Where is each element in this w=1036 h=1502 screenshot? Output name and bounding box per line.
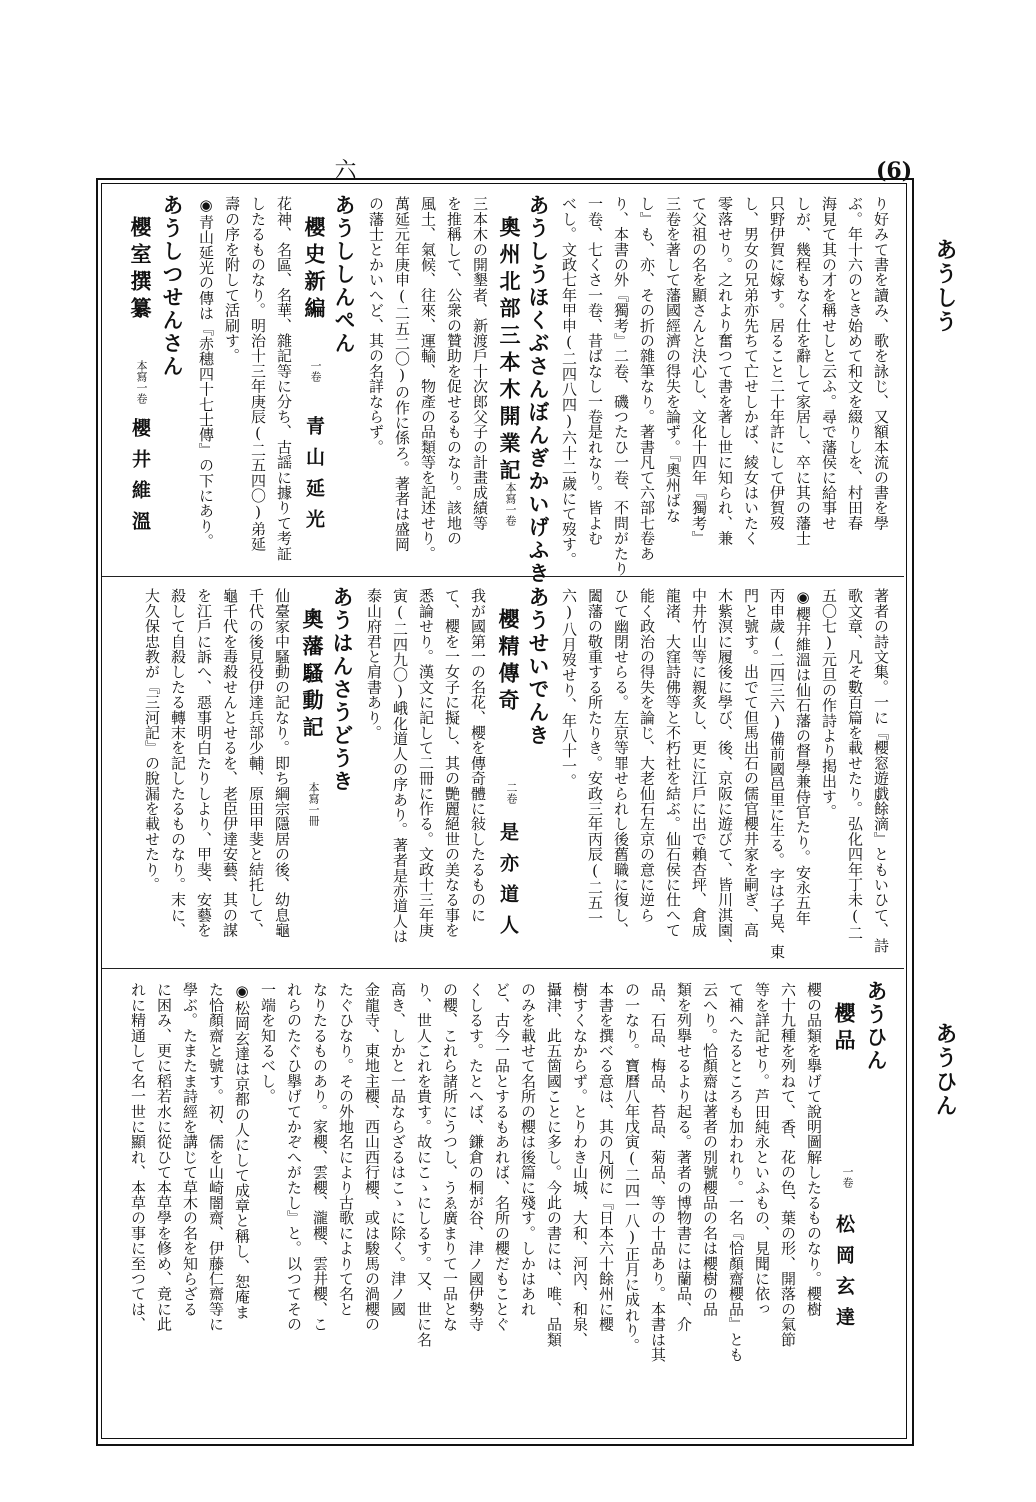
- text-line: 高き、しかと一品ならざるはこゝに除く。津ノ國: [389, 982, 407, 1317]
- text-line: り好みて書を讀み、歌を詠じ、又額本流の書を學: [872, 196, 890, 531]
- text-line: 本書を撰べる意は、其の凡例に『日本六十餘州に櫻: [597, 982, 615, 1332]
- text-line: ど、古今一品とするもあれば、名所の櫻だもことぐ: [493, 982, 511, 1332]
- text-line: 龜千代を毒殺せんとせるを、老臣伊達安藝、其の謀: [221, 588, 239, 938]
- text-line: 類を列擧せるより起る。著者の博物書には蘭品、介: [675, 982, 693, 1332]
- margin-index-top: あうしう: [932, 238, 958, 334]
- margin-index-bottom: あうひん: [932, 1022, 958, 1118]
- text-line: に困み、更に稻若水に從ひて本草學を修め、竟に此: [155, 982, 173, 1332]
- text-line: 門と號す。出でて但馬出石の儒官櫻井家を嗣ぎ、高: [742, 588, 760, 938]
- text-line: 著者の詩文集。一に『櫻窓遊戯餘滴』ともいひて、詩: [872, 588, 890, 953]
- entry-title: 奧藩騷動記: [300, 608, 325, 743]
- text-line: べし。文政七年甲申(二四八四)六十二歲にて歿す。: [560, 196, 578, 567]
- text-line: 云へり。恰顏齋は著者の別號櫻品の名は櫻樹の品: [701, 982, 719, 1317]
- band-top: [128, 190, 900, 585]
- text-line: 萬延元年庚申(二五二〇)の作に係ろ。著者は盛岡: [393, 196, 411, 552]
- entry-author: 櫻井維溫: [129, 418, 151, 542]
- entry-author: 青山延光: [303, 416, 325, 540]
- text-line: 寅(二四九〇)峨化道人の序あり。著者是亦道人は: [391, 588, 409, 944]
- text-line: 殺して自殺したる轉末を記したるものなり。末に、: [169, 588, 187, 938]
- text-line: を推稱して、公衆の贊助を促せるものなり。該地の: [445, 196, 463, 546]
- text-line: 三卷を著して藩國經濟の得失を論ず。『奧州ばな: [664, 196, 682, 523]
- text-line: 歌文章、凡そ數百篇を載せたり。弘化四年丁未(二: [846, 588, 864, 941]
- text-line: 六)八月歿せり、年八十一。: [560, 588, 578, 789]
- text-line: 悉論せり。漢文に記して二冊に作る。文政十三年庚: [417, 588, 435, 938]
- text-line: し、男女の兄弟亦先ちて亡せしかば、綾女はいたく: [742, 196, 760, 546]
- text-line: て、櫻を一女子に擬し、其の艷麗絕世の美なる事を: [443, 588, 461, 938]
- text-line: 我が國第一の名花、櫻を傳奇體に敍したるものに: [469, 588, 487, 923]
- text-line: 能く政治の得失を論じ、大老仙石左京の意に逆ら: [638, 588, 656, 923]
- text-line: ◉櫻井維溫は仙石藩の督學兼侍官たり。安永五年: [794, 588, 812, 926]
- text-line: 金龍寺、東地主櫻、西山西行櫻、或は駿馬の渦櫻の: [363, 982, 381, 1332]
- text-line: のみを載せて名所の櫻は後篇に殘す。しかはあれ: [519, 982, 537, 1317]
- band-divider-1: [102, 576, 904, 577]
- text-line: の櫻、これら諸所にうつし、うゑ廣まりて一品とな: [441, 982, 459, 1332]
- text-line: 木紫溟に履後に學び、後、京阪に遊びて、皆川淇園、: [716, 588, 734, 953]
- band-bottom: [110, 976, 900, 1432]
- entry-title: 櫻品: [832, 1002, 857, 1056]
- text-line: れらのたぐひ擧げてかぞへがたし』と。以つてその: [285, 982, 303, 1332]
- text-line: ◉青山延光の傳は『赤穗四十七士傳』の下にあり。: [197, 196, 215, 549]
- entry-title: 櫻史新編: [302, 216, 327, 324]
- entry-volume: 本寫一冊: [307, 782, 320, 826]
- text-line: 龍渚、大窪詩佛等と不朽社を結ぶ。仙石侯に仕へて: [664, 588, 682, 938]
- text-line: 海見て其の才を稱せしと云ふ。尋で藩侯に給事せ: [820, 196, 838, 531]
- text-line: れに精通して名一世に顯れ、本草の事に至つては、: [129, 982, 147, 1332]
- text-line: り、世人これを貴す。故にこゝにしるす。又、世に名: [415, 982, 433, 1347]
- page-number: (6): [876, 158, 913, 184]
- text-line: 一端を知るべし。: [259, 982, 277, 1104]
- band-middle: [110, 582, 900, 962]
- entry-volume: 一卷: [309, 360, 322, 382]
- text-line: ぶ。年十六のとき始めて和文を綴りしを、村田春: [846, 196, 864, 531]
- text-line: なりたるものあり。家櫻、雲櫻、瀧櫻、雲井櫻、こ: [311, 982, 329, 1332]
- text-line: 壽の序を附して活刷す。: [223, 196, 241, 364]
- entry-volume: 一卷: [841, 1166, 854, 1188]
- text-line: 品、石品、梅品、苔品、菊品、等の十品あり。本書は其: [649, 982, 667, 1362]
- top-mark: 六: [331, 158, 356, 180]
- entry-reading: あうしうほくぶさんぼんぎかいげふき: [526, 194, 551, 585]
- band-divider-2: [102, 968, 904, 969]
- entry-title: 奧州北部三本木開業記: [497, 216, 522, 486]
- text-line: 六十九種を列ねて、香、花の色、葉の形、開落の氣節: [779, 982, 797, 1347]
- text-line: 泰山府君と肩書あり。: [365, 588, 383, 740]
- text-line: し』も、亦、その折の雜筆なり。著書凡て六部七卷あ: [638, 196, 656, 561]
- text-line: り、本書の外『獨考』二卷、磯つたひ一卷、不問がたり: [612, 196, 630, 576]
- text-line: て補へたるところも加われり。一名『恰顏齋櫻品』とも: [727, 982, 745, 1362]
- text-line: 大久保忠教が『三河記』の脫漏を載せたり。: [143, 588, 161, 892]
- text-line: くしるす。たとへば、鎌倉の桐が谷、津ノ國伊勢寺: [467, 982, 485, 1332]
- entry-volume: 二卷: [505, 782, 518, 804]
- text-line: 三本木の開墾者、新渡戶十次郎父子の計畫成績等: [471, 196, 489, 531]
- entry-title: 櫻精傳奇: [496, 608, 521, 716]
- entry-reading: あうしつせんさん: [160, 194, 185, 378]
- text-line: 花神、名區、名華、雜記等に分ち、古謡に據りて考証: [275, 196, 293, 561]
- entry-volume: 本寫一卷: [504, 482, 517, 526]
- text-line: の一なり。寶曆八年戊寅(二四一八)正月に成れり。: [623, 982, 641, 1353]
- text-line: 風土、氣候、往來、運輸、物產の品類等を記述せり。: [419, 196, 437, 561]
- text-line: 等を詳記せり。芦田純永といふもの、見聞に依っ: [753, 982, 771, 1317]
- entry-volume: 本寫一卷: [135, 360, 148, 404]
- text-line: 仙臺家中騷動の記なり。即ち綱宗隱居の後、幼息龜: [273, 588, 291, 938]
- text-line: た恰顏齋と號す。初、儒を山崎闇齋、伊藤仁齋等に: [207, 982, 225, 1332]
- text-line: 學ぶ。たまたま詩經を講じて草木の名を知らざる: [181, 982, 199, 1317]
- text-line: の藩士とかいへど、其の名詳ならず。: [367, 196, 385, 455]
- text-line: 丙申歲(二四三六)備前國邑里に生る。字は子晃、東: [768, 588, 786, 959]
- text-line: 零落せり。之れより奮つて書を著し世に知られ、兼: [716, 196, 734, 546]
- text-line: たぐひなり。その外地名により古歌によりて名と: [337, 982, 355, 1317]
- text-line: 中井竹山等に親炙し、更に江戶に出で賴杏坪、倉成: [690, 588, 708, 938]
- text-line: 一卷、七くさ一卷、昔ばなし一卷是れなり。皆よむ: [586, 196, 604, 546]
- text-line: しが、幾程もなく仕を辭して家居し、卒に其の藩士: [794, 196, 812, 546]
- text-line: 只野伊賀に嫁す。居ること二十年許にして伊賀歿: [768, 196, 786, 531]
- text-line: 千代の後見役伊達兵部少輔、原田甲斐と結托して、: [247, 588, 265, 938]
- text-line: ひて幽閉せらる。左京等罪せられし後舊職に復し、: [612, 588, 630, 938]
- text-line: 五〇七)元旦の作詩より掲出す。: [820, 588, 838, 819]
- text-line: 闔藩の敬重する所たりき。安政三年丙辰(二五一: [586, 588, 604, 926]
- text-line: を江戶に訴へ、惡事明白たりしより、甲斐、安藝を: [195, 588, 213, 938]
- entry-reading: あうししんぺん: [332, 194, 357, 355]
- entry-author: 松岡玄達: [833, 1214, 855, 1338]
- text-line: て父祖の名を顯さんと決心し、文化十四年『獨考』: [690, 196, 708, 546]
- text-line: ◉松岡玄達は京都の人にして成章と稱し、恕庵ま: [233, 982, 251, 1320]
- entry-reading: あうひん: [864, 980, 889, 1072]
- text-line: 樹すくなからず。とりわき山城、大和、河內、和泉、: [571, 982, 589, 1347]
- text-line: したるものなり。明治十三年庚辰(二五四〇)弟延: [249, 196, 267, 552]
- entry-author: 是亦道人: [497, 822, 519, 946]
- entry-reading: あうせいでんき: [526, 586, 551, 747]
- text-line: 攝津、此五箇國ことに多し。今此の書には、唯、品類: [545, 982, 563, 1347]
- entry-reading: あうはんさうどうき: [330, 586, 355, 793]
- text-line: 櫻の品類を擧げて說明圖解したるものなり。櫻樹: [805, 982, 823, 1317]
- entry-title: 櫻室撰纂: [128, 216, 153, 324]
